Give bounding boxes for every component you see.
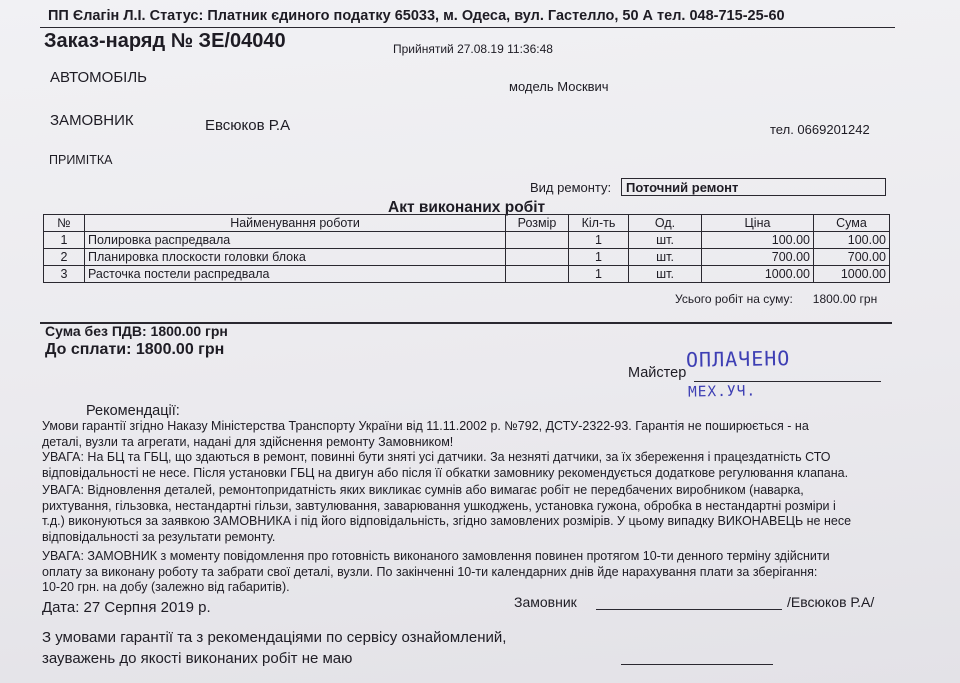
paragraph-line: рихтування, гільзовка, нестандартні гільзи, завтулювання, заварювання ушкоджень, установка гужона, обробка в нестандартні розміри і [42,498,836,513]
customer-signature-name: /Евсюков Р.А/ [787,594,875,610]
customer-phone: тел. 0669201242 [770,122,870,137]
table-row [44,232,890,249]
department-stamp: МЕХ.УЧ. [687,383,757,401]
table-row [44,249,890,266]
row-price: 100.00 [702,232,814,249]
paragraph-line: УВАГА: На БЦ та ГБЦ, що здаються в ремонт, повинні бути зняті усі датчики. За незняті датчики, за їх збереження і працездатність СТО [42,450,831,464]
paragraph-line: т.д.) виконуються за заявкою ЗАМОВНИКА і під його відповідальність, згідно замовлених розмірів. У цьому випадку ВИКОНАВЕЦЬ не несе [42,514,852,529]
row-no: 3 [44,266,85,283]
recommendation-paragraph-restoration [42,483,851,545]
accepted-timestamp: Прийнятий 27.08.19 11:36:48 [393,42,553,56]
col-header-size: Розмір [506,215,569,232]
act-title: Акт виконаних робіт [388,199,546,216]
paragraph-line: деталі, вузли та агрегати, надані для здійснення ремонту Замовником! [42,434,454,449]
col-header-sum: Сума [814,215,890,232]
paragraph-line: 10-20 грн. на добу (залежно від габаритів). [42,580,290,595]
repair-type-label: Вид ремонту: [530,180,612,195]
sum-without-vat: Сума без ПДВ: 1800.00 грн [45,323,228,339]
row-price: 1000.00 [702,266,814,283]
col-header-unit: Од. [629,215,702,232]
document-date: Дата: 27 Серпня 2019 р. [42,599,211,616]
customer-signature-line [596,609,782,610]
row-qty: 1 [569,249,629,266]
row-size [506,249,569,266]
paragraph-line: відповідальності за результати ремонту. [42,529,276,544]
paragraph-line: Умови гарантії згідно Наказу Міністерства Транспорту України від 11.11.2002 р. №792, ДСТУ-2322-93. Гарантія не поширюється - на [42,419,809,433]
agreement-line-1: З умовами гарантії та з рекомендаціями по сервісу ознайомлений, [42,629,507,646]
paragraph-line: УВАГА: Відновлення деталей, ремонтопридатність яких викликає сумнів або вимагає робіт не передбачених виробником (наварка, [42,483,804,497]
row-price: 700.00 [702,249,814,266]
row-size [506,266,569,283]
agreement-signature-line [621,664,773,665]
row-sum: 100.00 [814,232,890,249]
recommendation-paragraph-storage [42,549,830,596]
row-qty: 1 [569,266,629,283]
row-unit: шт. [629,266,702,283]
col-header-qty: Кіл-ть [569,215,629,232]
col-header-name: Найменування роботи [85,215,506,232]
customer-signature-label: Замовник [514,594,577,610]
row-size [506,232,569,249]
row-name: Расточка постели распредвала [85,266,506,283]
row-no: 2 [44,249,85,266]
amount-to-pay: До сплати: 1800.00 грн [45,341,225,358]
table-header-row [44,215,890,232]
row-sum: 700.00 [814,249,890,266]
agreement-line-2: зауважень до якості виконаних робіт не маю [42,650,353,667]
row-name: Планировка плоскости головки блока [85,249,506,266]
customer-label: ЗАМОВНИК [50,112,134,129]
row-qty: 1 [569,232,629,249]
order-number: Заказ-наряд № ЗЕ/04040 [44,30,286,52]
table-row [44,266,890,283]
recommendations-title: Рекомендації: [86,403,180,419]
paragraph-line: відповідальності не несе. Після установки ГБЦ на двигун або після її обкатки замовнику рекомендується додаткове регулювання клапана. [42,465,849,480]
note-label: ПРИМІТКА [49,153,113,167]
row-unit: шт. [629,249,702,266]
row-unit: шт. [629,232,702,249]
vehicle-label: АВТОМОБІЛЬ [50,69,148,86]
customer-name: Евсюков Р.А [205,117,291,134]
vehicle-model: модель Москвич [509,79,609,94]
paid-stamp: ОПЛАЧЕНО [685,346,791,372]
row-name: Полировка распредвала [85,232,506,249]
col-header-no: № [44,215,85,232]
row-no: 1 [44,232,85,249]
recommendation-paragraph-sensors [42,450,848,481]
paragraph-line: УВАГА: ЗАМОВНИК з моменту повідомлення про готовність виконаного замовлення повинен протягом 10-ти денного терміну здійснити [42,549,830,563]
paragraph-line: оплату за виконану роботу та забрати свої деталі, вузли. По закінченні 10-ти календарних днів йде нарахування плати за зберігання: [42,564,818,579]
repair-type-value: Поточний ремонт [621,178,886,196]
company-header: ПП Єлагін Л.І. Статус: Платник єдиного податку 65033, м. Одеса, вул. Гастелло, 50 А тел. 048-715-25-60 [48,8,785,24]
master-label: Майстер [628,365,687,381]
works-total: Усього робіт на суму: 1800.00 грн [675,292,878,306]
col-header-price: Ціна [702,215,814,232]
master-signature-line [694,381,881,382]
recommendation-paragraph-warranty [42,419,809,450]
row-sum: 1000.00 [814,266,890,283]
header-rule [40,27,895,28]
works-table [43,214,890,283]
